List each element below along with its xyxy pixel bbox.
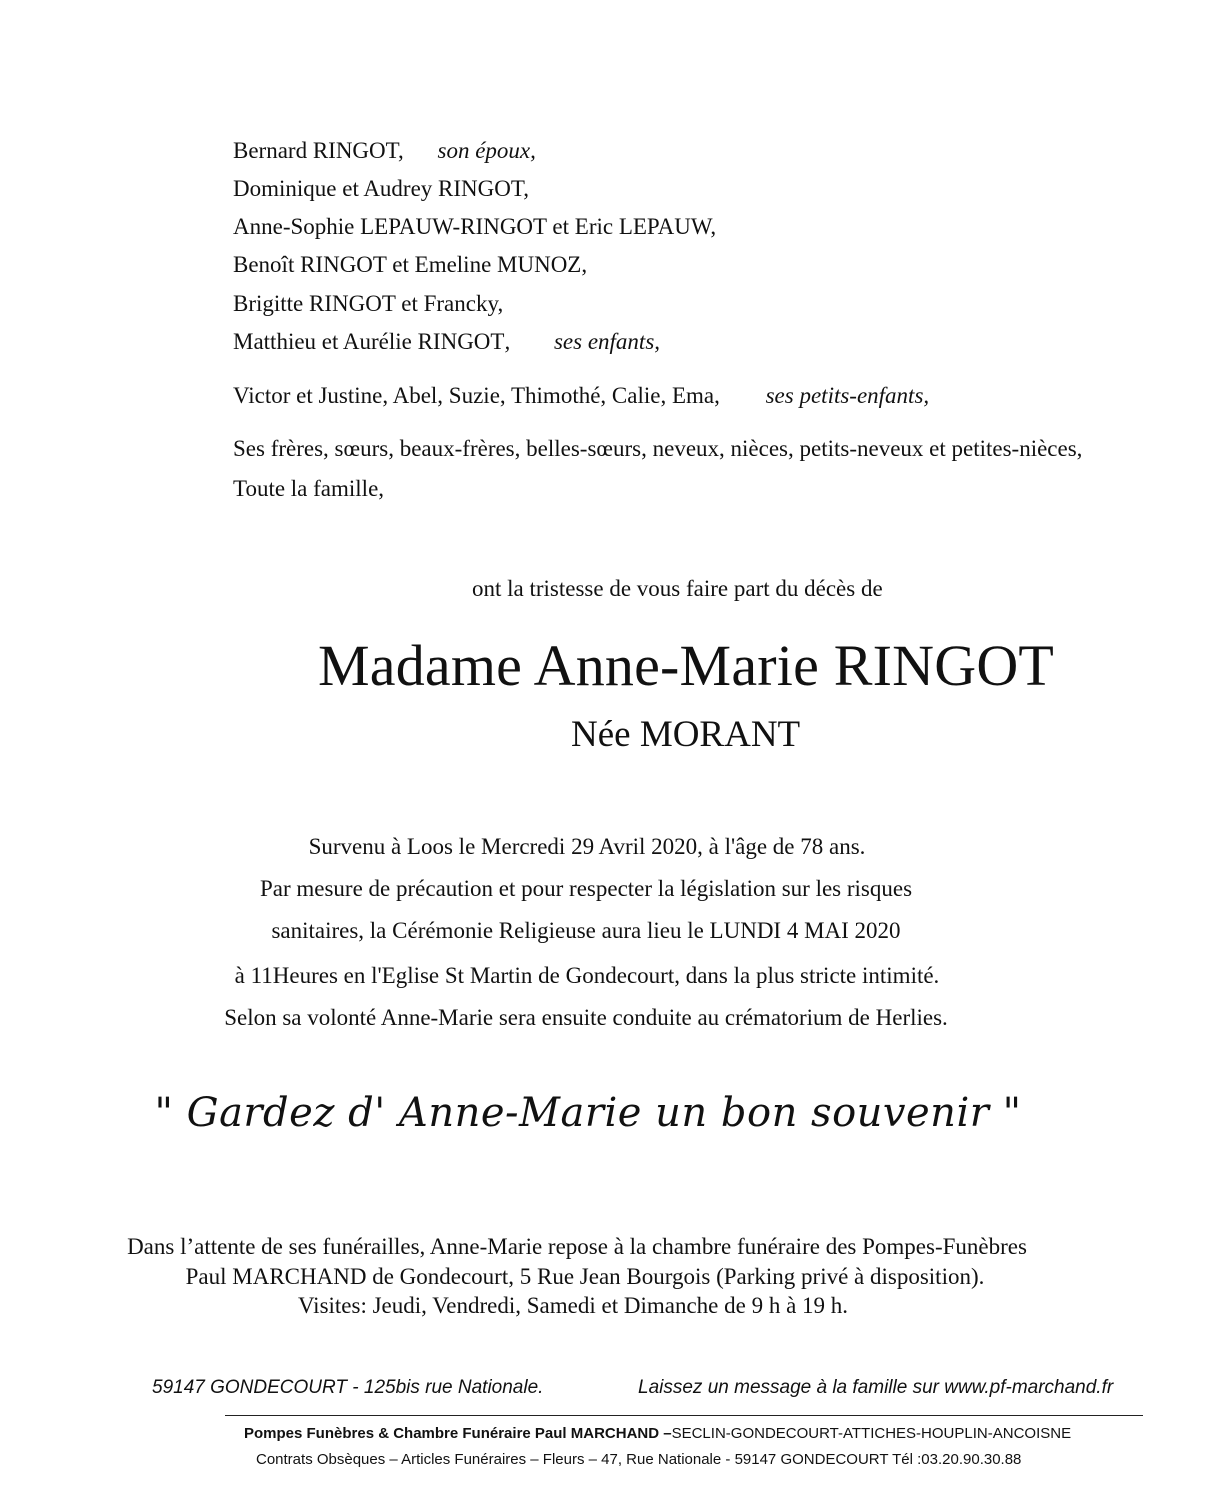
memorial-quote bbox=[0, 1090, 1195, 1136]
footer-company-name: Pompes Funèbres & Chambre Funéraire Paul MARCHAND – bbox=[244, 1425, 672, 1442]
child-5-name: Matthieu et Aurélie RINGOT bbox=[233, 329, 505, 354]
family-line-child-5 bbox=[233, 329, 660, 355]
footer-services: Contrats Obsèques – Articles Funéraires – Fleurs – 47, Rue Nationale - 59147 GONDECOURT Tél :03.20.90.30.88 bbox=[256, 1451, 1022, 1468]
spouse-name: Bernard RINGOT, bbox=[233, 138, 404, 163]
siblings-line: Ses frères, sœurs, beaux-frères, belles-sœurs, neveux, nièces, petits-neveux et petites-nièces, bbox=[233, 436, 1083, 461]
detail-line-2: Par mesure de précaution et pour respecter la législation sur les risques bbox=[259, 876, 913, 901]
footer-company-towns: SECLIN-GONDECOURT-ATTICHES-HOUPLIN-ANCOISNE bbox=[671, 1425, 1072, 1442]
deceased-name bbox=[318, 632, 1054, 699]
detail-line-4: à 11Heures en l'Eglise St Martin de Gondecourt, dans la plus stricte intimité. bbox=[234, 963, 940, 988]
memorial-quote-text: " Gardez d' Anne-Marie un bon souvenir " bbox=[154, 1090, 1022, 1136]
children-role: ses enfants, bbox=[553, 329, 661, 354]
family-line-spouse bbox=[233, 138, 536, 164]
family-line-child-4: Brigitte RINGOT et Francky, bbox=[233, 291, 504, 316]
footer-address: 59147 GONDECOURT - 125bis rue Nationale. bbox=[152, 1377, 544, 1398]
family-line-child-1: Dominique et Audrey RINGOT, bbox=[233, 176, 529, 201]
visits-line-1: Dans l’attente de ses funérailles, Anne-Marie repose à la chambre funéraire des Pompes-Funèbres bbox=[127, 1234, 1027, 1259]
detail-line-5: Selon sa volonté Anne-Marie sera ensuite conduite au crématorium de Herlies. bbox=[224, 1005, 948, 1030]
grandchildren-role: ses petits-enfants, bbox=[765, 383, 930, 408]
footer-message: Laissez un message à la famille sur www.pf-marchand.fr bbox=[638, 1377, 1114, 1398]
footer-company bbox=[244, 1425, 1071, 1442]
footer-divider bbox=[225, 1415, 1143, 1416]
maiden-name bbox=[571, 713, 800, 756]
visits-line-3: Visites: Jeudi, Vendredi, Samedi et Dimanche de 9 h à 19 h. bbox=[297, 1293, 849, 1318]
announcement-intro: ont la tristesse de vous faire part du décès de bbox=[472, 576, 883, 601]
detail-line-3: sanitaires, la Cérémonie Religieuse aura lieu le LUNDI 4 MAI 2020 bbox=[271, 918, 901, 943]
grandchildren-names: Victor et Justine, Abel, Suzie, Thimothé, Calie, Ema, bbox=[233, 383, 720, 408]
spouse-role: son époux, bbox=[437, 138, 536, 163]
family-line-child-3: Benoît RINGOT et Emeline MUNOZ, bbox=[233, 252, 588, 277]
deceased-name-text: Madame Anne-Marie RINGOT bbox=[318, 633, 1055, 698]
detail-line-1: Survenu à Loos le Mercredi 29 Avril 2020, à l'âge de 78 ans. bbox=[308, 834, 866, 859]
whole-family-line: Toute la famille, bbox=[233, 476, 385, 501]
child-5-comma: , bbox=[504, 329, 511, 354]
grandchildren-line bbox=[233, 383, 929, 409]
visits-line-2: Paul MARCHAND de Gondecourt, 5 Rue Jean Bourgois (Parking privé à disposition). bbox=[185, 1264, 985, 1289]
maiden-name-text: Née MORANT bbox=[571, 714, 801, 755]
family-line-child-2: Anne-Sophie LEPAUW-RINGOT et Eric LEPAUW, bbox=[233, 214, 717, 239]
